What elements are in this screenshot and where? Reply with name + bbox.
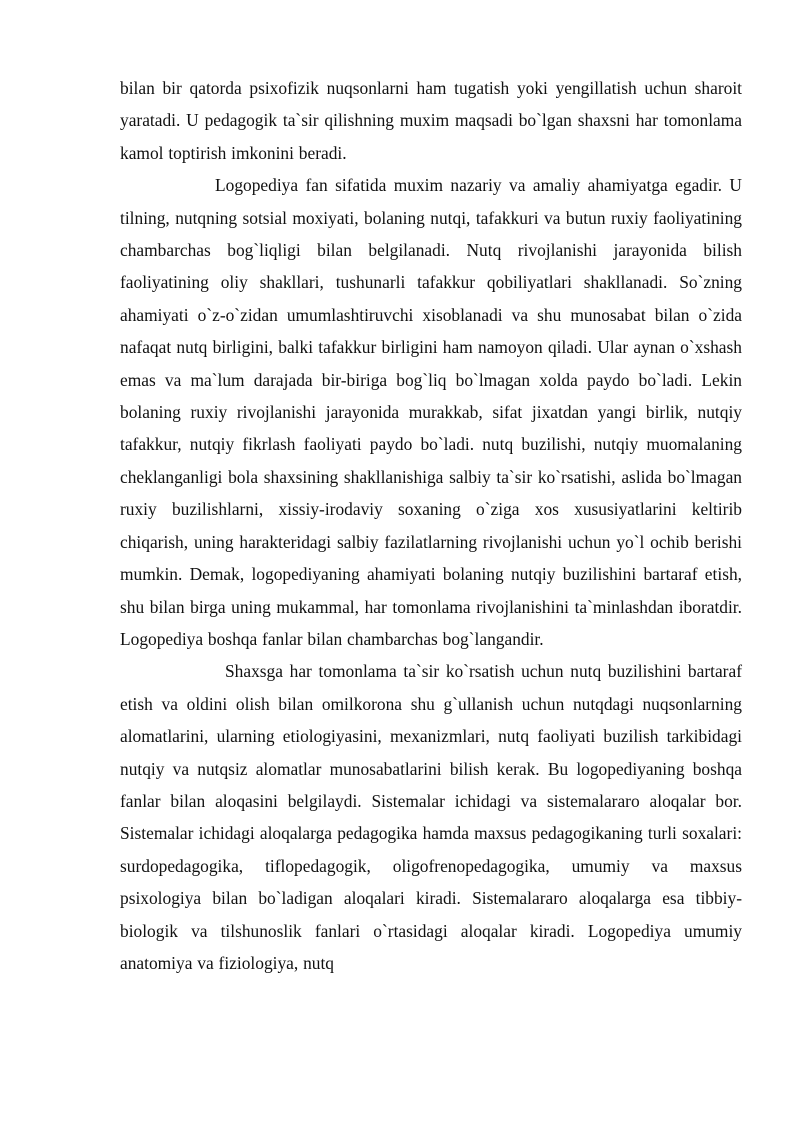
paragraph-1: bilan bir qatorda psixofizik nuqsonlarni ham tugatish yoki yengillatish uchun sharoit yaratadi. U pedagogik ta`sir qilishning muxim maqsadi bo`lgan shaxsni har tomonlama kamol toptirish imkonini beradi. [120,78,742,163]
paragraph-2: Logopediya fan sifatida muxim nazariy va amaliy ahamiyatga egadir. U tilning, nutqning sotsial moxiyati, bolaning nutqi, tafakkuri va butun ruxiy faoliyatining chambarchas bog`liqligi bilan belgilanadi. Nutq rivojlanishi jarayonida bilish faoliyatining oliy shakllari, tushunarli tafakkur qobiliyatlari shakllanadi. So`zning ahamiyati o`z-o`zidan umumlashtiruvchi xisoblanadi va shu munosabat bilan o`zida nafaqat nutq birligini, balki tafakkur birligini ham namoyon qiladi. Ular aynan o`xshash emas va ma`lum darajada bir-biriga bog`liq bo`lmagan xolda paydo bo`ladi. Lekin bolaning ruxiy rivojlanishi jarayonida murakkab, sifat jixatdan yangi birlik, nutqiy tafakkur, nutqiy fikrlash faoliyati paydo bo`ladi. nutq buzilishi, nutqiy muomalaning cheklanganligi bola shaxsining shakllanishiga salbiy ta`sir ko`rsatishi, aslida bo`lmagan ruxiy buzilishlarni, xissiy-irodaviy soxaning o`ziga xos xususiyatlarini keltirib chiqarish, uning harakteridagi salbiy fazilatlarning rivojlanishi uchun yo`l ochib berishi mumkin. Demak, logopediyaning ahamiyati bolaning nutqiy buzilishini bartaraf etish, shu bilan birga uning mukammal, har tomonlama rivojlanishini ta`minlashdan iboratdir. Logopediya boshqa fanlar bilan chambarchas bog`langandir. [120,175,742,649]
paragraph-3: Shaxsga har tomonlama ta`sir ko`rsatish uchun nutq buzilishini bartaraf etish va oldini olish bilan omilkorona shu g`ullanish uchun nutqdagi nuqsonlarning alomatlarini, ularning etiologiyasini, mexanizmlari, nutq faoliyati buzilish tarkibidagi nutqiy va nutqsiz alomatlar munosabatlarini bilish kerak. Bu logopediyaning boshqa fanlar bilan aloqasini belgilaydi. Sistemalar ichidagi va sistemalararo aloqalar bor. Sistemalar ichidagi aloqalarga pedagogika hamda maxsus pedagogikaning turli soxalari: surdopedagogika, tiflopedagogik, oligofrenopedagogika, umumiy va maxsus psixologiya bilan bo`ladigan aloqalari kiradi. Sistemalararo aloqalarga esa tibbiy-biologik va tilshunoslik fanlari o`rtasidagi aloqalar kiradi. Logopediya umumiy anatomiya va fiziologiya, nutq [120,661,742,973]
document-body [120,72,742,979]
